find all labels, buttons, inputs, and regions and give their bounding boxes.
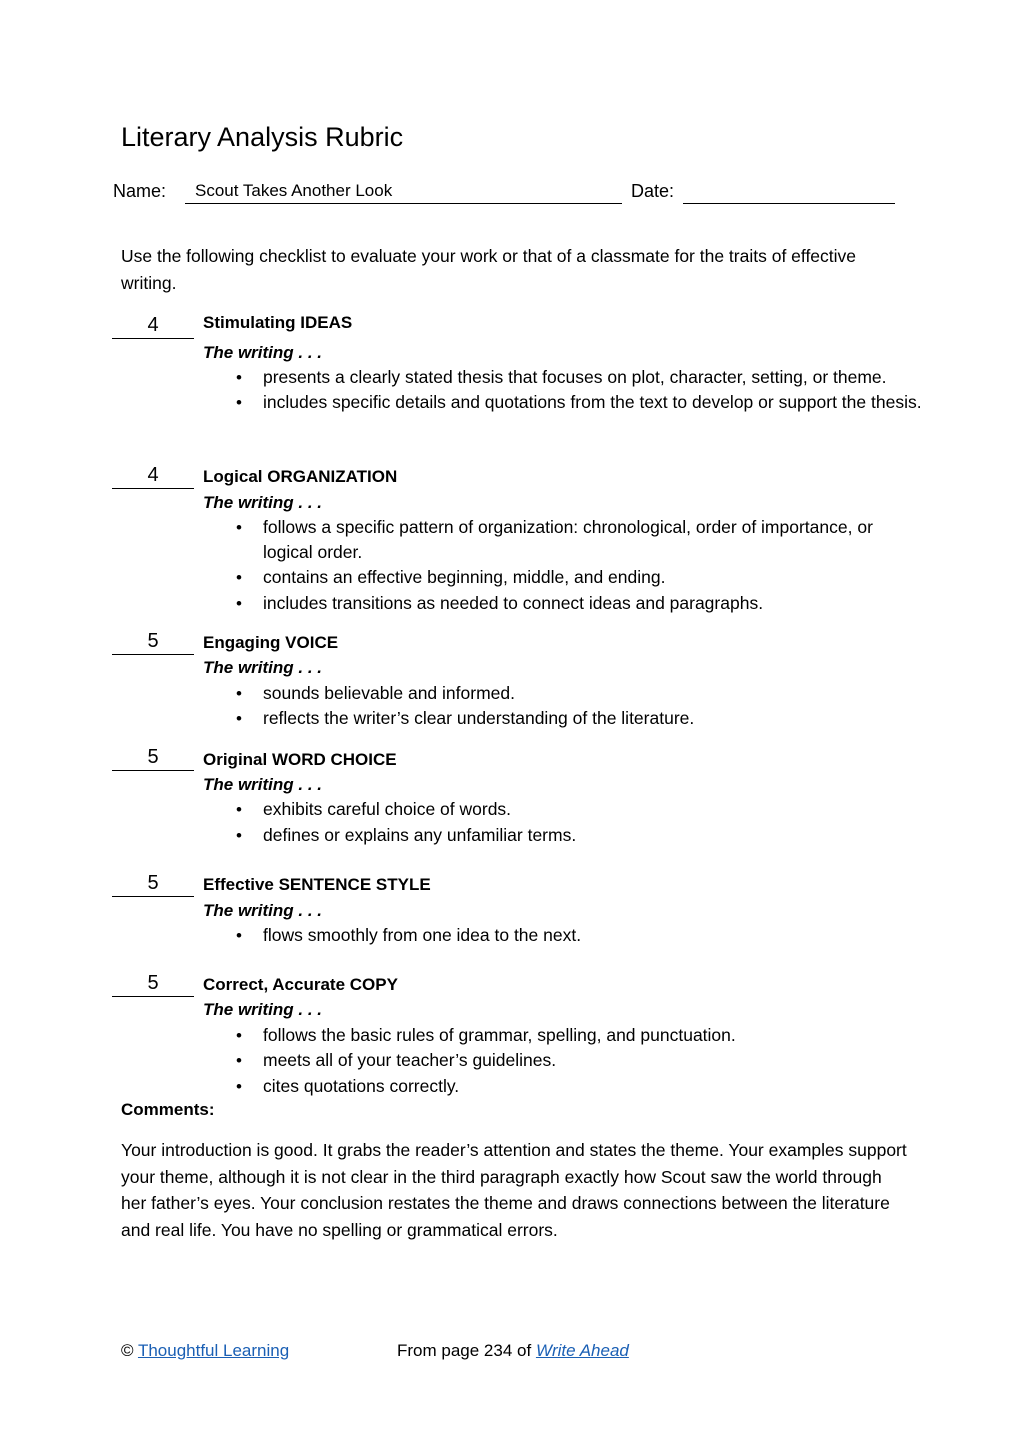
list-item: sounds believable and informed. xyxy=(263,683,515,703)
list-item: reflects the writer’s clear understanding of the literature. xyxy=(263,708,695,728)
trait-title: Effective SENTENCE STYLE xyxy=(203,875,431,894)
score-field[interactable]: 4 xyxy=(112,464,194,489)
trait-subtitle: The writing . . . xyxy=(203,901,322,920)
trait-subtitle: The writing . . . xyxy=(203,775,322,794)
intro-text: Use the following checklist to evaluate your work or that of a classmate for the traits of effective writing. xyxy=(121,246,857,293)
list-item: presents a clearly stated thesis that focuses on plot, character, setting, or theme. xyxy=(263,367,887,387)
bullet-icon: • xyxy=(236,518,242,537)
trait-subtitle: The writing . . . xyxy=(203,1000,322,1019)
bullet-icon: • xyxy=(236,1051,242,1070)
score-field[interactable]: 5 xyxy=(112,972,194,997)
list-item: meets all of your teacher’s guidelines. xyxy=(263,1050,557,1070)
trait-title: Original WORD CHOICE xyxy=(203,750,397,769)
bullet-icon: • xyxy=(236,926,242,945)
list-item: follows the basic rules of grammar, spelling, and punctuation. xyxy=(263,1025,736,1045)
bullet-icon: • xyxy=(236,1026,242,1045)
score-field[interactable]: 5 xyxy=(112,872,194,897)
list-item: follows a specific pattern of organization: chronological, order of importance, or logical order. xyxy=(263,517,873,562)
footer-source xyxy=(397,1341,629,1361)
source-prefix: From page 234 of xyxy=(397,1341,532,1360)
bullet-icon: • xyxy=(236,368,242,387)
list-item: includes specific details and quotations from the text to develop or support the thesis. xyxy=(263,392,922,412)
bullet-icon: • xyxy=(236,684,242,703)
bullet-icon: • xyxy=(236,393,242,412)
date-label: Date: xyxy=(631,181,675,201)
bullet-icon: • xyxy=(236,1077,242,1096)
list-item: exhibits careful choice of words. xyxy=(263,799,512,819)
footer-copyright xyxy=(121,1341,289,1361)
list-item: includes transitions as needed to connect ideas and paragraphs. xyxy=(263,593,764,613)
copyright-symbol: © xyxy=(121,1341,134,1360)
bullet-icon: • xyxy=(236,568,242,587)
list-item: defines or explains any unfamiliar terms. xyxy=(263,825,577,845)
score-field[interactable]: 4 xyxy=(112,314,194,339)
trait-title: Logical ORGANIZATION xyxy=(203,467,398,486)
score-field[interactable]: 5 xyxy=(112,630,194,655)
bullet-icon: • xyxy=(236,800,242,819)
list-item: flows smoothly from one idea to the next. xyxy=(263,925,582,945)
page-title: Literary Analysis Rubric xyxy=(121,122,404,152)
name-underline xyxy=(185,203,622,204)
list-item: cites quotations correctly. xyxy=(263,1076,460,1096)
bullet-icon: • xyxy=(236,594,242,613)
trait-subtitle: The writing . . . xyxy=(203,493,322,512)
publisher-link[interactable]: Thoughtful Learning xyxy=(137,1341,290,1360)
trait-title: Engaging VOICE xyxy=(203,633,339,652)
trait-title: Correct, Accurate COPY xyxy=(203,975,398,994)
trait-subtitle: The writing . . . xyxy=(203,658,322,677)
comments-text: Your introduction is good. It grabs the reader’s attention and states the theme. Your examples support your theme, although it is not clear in the third paragraph exactly how Scout saw the world through her father’s eyes. Your conclusion restates the theme and draws connections between the literature and real life. You have no spelling or grammatical errors. xyxy=(121,1140,907,1240)
trait-subtitle: The writing . . . xyxy=(203,343,322,362)
bullet-icon: • xyxy=(236,709,242,728)
name-value[interactable]: Scout Takes Another Look xyxy=(195,181,393,200)
list-item: contains an effective beginning, middle, and ending. xyxy=(263,567,666,587)
comments-label: Comments: xyxy=(121,1100,215,1119)
trait-title: Stimulating IDEAS xyxy=(203,313,353,332)
name-label: Name: xyxy=(113,181,167,201)
bullet-icon: • xyxy=(236,826,242,845)
book-link[interactable]: Write Ahead xyxy=(535,1341,629,1360)
date-underline xyxy=(683,203,895,204)
score-field[interactable]: 5 xyxy=(112,746,194,771)
